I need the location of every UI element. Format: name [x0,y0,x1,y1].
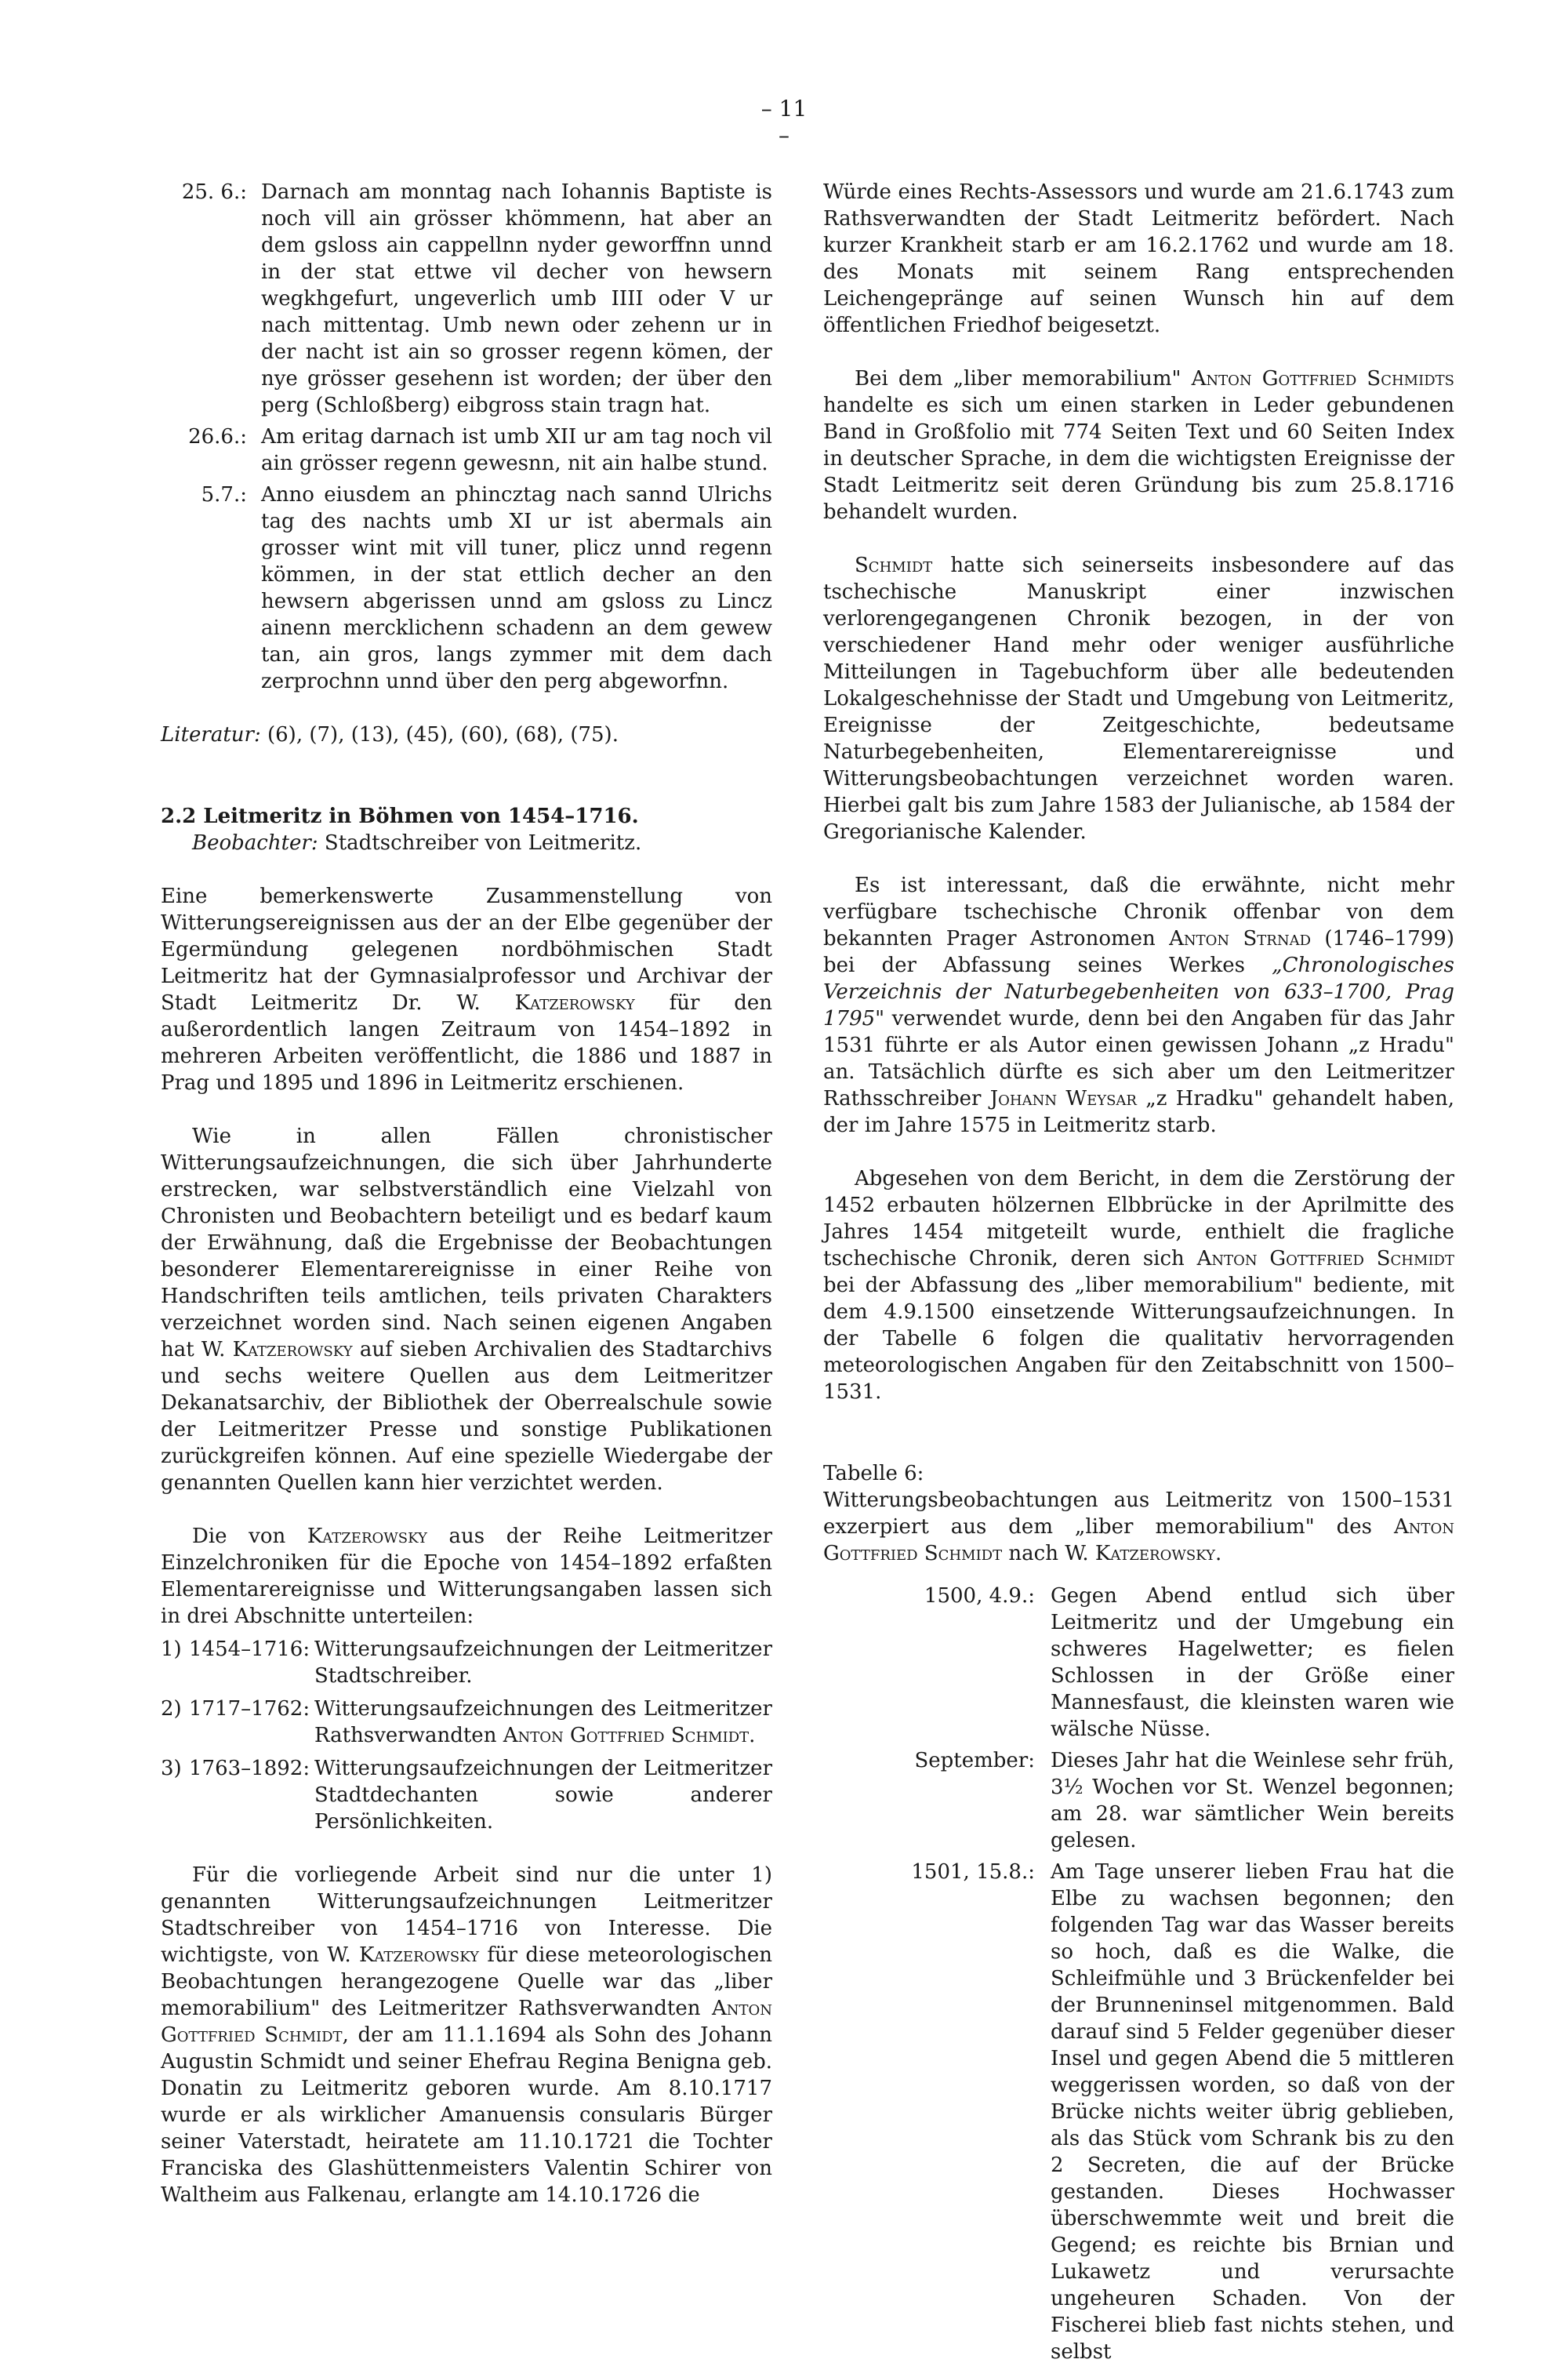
text-run: Witterungsaufzeichnungen des Leitmeritzer Rathsverwandten [314,1697,772,1747]
entry-date: 26.6.: [188,425,247,449]
list-period: 1763–1892: [189,1757,310,1780]
person-name: Anton Gottfried Schmidt [503,1724,750,1747]
list-item [161,1636,772,1689]
left-column [161,179,772,2208]
person-name: Katzerowsky [307,1525,427,1548]
paragraph [161,1123,772,1496]
list-period: 1454–1716: [189,1638,310,1661]
text-run: Witterungsaufzeichnungen der Leitmeritzer Stadtschreiber. [314,1638,772,1688]
entry-text: Am eritag darnach ist umb XII ur am tag noch vil ain grösser regenn gewesnn, nit ain halbe stund. [261,425,772,475]
person-name: Anton Strnad [1169,927,1312,951]
paragraph [161,1862,772,2208]
section-heading: 2.2 Leitmeritz in Böhmen von 1454–1716. [161,805,639,828]
paragraph [823,552,1454,845]
period-list [161,1636,772,1835]
literature-references [161,722,772,748]
list-number: 3) [161,1757,182,1780]
text-run: Witterungsbeobachtungen aus Leitmeritz von 1500–1531 exzerpiert aus dem „liber memorabilium" des [823,1489,1454,1539]
paragraph [161,1523,772,1630]
table-row [823,1859,1454,2365]
observer-text: Stadtschreiber von Leitmeritz. [324,831,642,855]
entry-date: 5.7.: [201,483,247,507]
paragraph [161,883,772,1096]
entry-text: Anno eiusdem an phincztag nach sannd Ulrichs tag des nachts umb XI ur ist abermals ain grosser wint mit vill tuner, plicz unnd regenn kömmen, in der stat ettlich decher an den hewsern abgerissen unnd am gsloss zu Lincz ainenn mercklichenn schadenn an dem gewew tan, ain gros, langs zymmer mit dem dach zerprochnn unnd über den perg abgeworfnn. [261,483,772,693]
text-run: Es ist interessant, daß die erwähnte, nicht mehr verfügbare tschechische Chronik offenbar von dem bekannten Prager Astronomen [823,874,1454,951]
table-row [823,1583,1454,1743]
table-row [823,1747,1454,1854]
list-item [161,1696,772,1749]
text-run: handelte es sich um einen starken in Leder gebundenen Band in Großfolio mit 774 Seiten Text und 60 Seiten Index in deutscher Sprache, in dem die wichtigsten Ereignisse der Stadt Leitmeritz seit deren Gründung bis zum 25.8.1716 behandelt wurden. [823,394,1454,524]
chronicle-entries [161,179,772,695]
text-run: Für die vorliegende Arbeit sind nur die unter 1) genannten Witterungsaufzeichnungen Leitmeritzer Stadtschreiber von 1454–1716 von Interesse. Die wichtigste, von W. [161,1863,772,1967]
list-text [314,1696,772,1749]
text-run: verwendet wurde, denn bei den Angaben für das Jahr 1531 führte er als Autor einen gewissen Johann „z Hradu" an. Tatsächlich dürfte es sich aber um den Leitmeritzer Rathsschreiber [823,1007,1454,1110]
chronicle-entry [161,482,772,695]
right-column [823,179,1454,2370]
chronicle-entry [161,179,772,419]
paragraph [823,872,1454,1139]
page-number: – 11 – [760,96,808,148]
text-run: für den außerordentlich langen Zeitraum von 1454–1892 in mehreren Arbeiten veröffentlicht, die 1886 und 1887 in Prag und 1895 und 1896 in Leitmeritz erschienen. [161,991,772,1095]
text-run: aus der Reihe Leitmeritzer Einzelchroniken für die Epoche von 1454–1892 erfaßten Elementarereignisse und Witterungsangaben lassen sich in drei Abschnitte unterteilen: [161,1525,772,1628]
text-run: Eine bemerkenswerte Zusammenstellung von Witterungsereignissen aus der an der Elbe gegenüber der Egermündung gelegenen nordböhmischen Stadt Leitmeritz hat der Gymnasialprofessor und Archivar der Stadt Leitmeritz Dr. W. [161,885,772,1015]
entry-date: 25. 6.: [181,180,247,204]
paragraph: Würde eines Rechts-Assessors und wurde am 21.6.1743 zum Rathsverwandten der Stadt Leitmeritz befördert. Nach kurzer Krankheit starb er am 16.2.1762 und wurde am 18. des Monats mit seinem Rang entsprechenden Leichengepränge auf seinen Wunsch hin auf dem öffentlichen Friedhof beigesetzt. [823,180,1454,337]
person-name: Katzerowsky [514,991,635,1015]
text-run: hatte sich seinerseits insbesondere auf das tschechische Manuskript einer inzwischen verlorengegangenen Chronik bezogen, in der von verschiedener Hand mehr oder weniger ausführliche Mitteilungen in Tagebuchform über alle bedeutenden Lokalgeschehnisse der Stadt und Umgebung von Leitmeritz, Ereignisse der Zeitgeschichte, bedeutsame Naturbegebenheiten, Elementarereignisse und Witterungsbeobachtungen verzeichnet worden waren. Hierbei galt bis zum Jahre 1583 der Julianische, ab 1584 der Gregorianische Kalender. [823,554,1454,844]
person-name: Johann Weysar [989,1087,1137,1110]
table-text: Am Tage unserer lieben Frau hat die Elbe zu wachsen begonnen; den folgenden Tag war das Wasser bereits so hoch, daß es die Walke, die Schleifmühle und 3 Brückenfelder bei der Brunneninsel mitgenommen. Bald darauf sind 5 Felder gegenüber dieser Insel und gegen Abend die 5 mittleren weggerissen worden, so daß von der Brücke nichts weiter übrig geblieben, als das Stück vom Schrank bis zu den 2 Secreten, die auf der Brücke gestanden. Dieses Hochwasser überschwemmte weit und breit die Gegend; es reichte bis Brnian und Lukawetz und verursachte ungeheuren Schaden. Von der Fischerei blieb fast nichts stehen, und selbst [1051,1860,1454,2364]
person-name: Anton Gottfried Schmidt [161,1997,772,2047]
weather-table [823,1583,1454,2365]
text-run: bei der Abfassung des „liber memorabilium" bediente, mit dem 4.9.1500 einsetzende Witterungsaufzeichnungen. In der Tabelle 6 folgen die qualitativ hervorragenden meteorologischen Angaben für den Zeitabschnitt von 1500–1531. [823,1274,1454,1404]
text-run: , der am 11.1.1694 als Sohn des Johann Augustin Schmidt und seiner Ehefrau Regina Benigna geb. Donatin zu Leitmeritz geboren wurde. Am 8.10.1717 wurde er als wirklicher Amanuensis consularis Bürger seiner Vaterstadt, heiratete am 11.10.1721 die Tochter Franciska des Glashüttenmeisters Valentin Schirer von Waltheim aus Falkenau, erlangte am 14.10.1726 die [161,2023,772,2207]
book-title: „Chronologisches Verzeichnis der Naturbegebenheiten von 633–1700, Prag 1795" [823,954,1454,1031]
table-caption [823,1487,1454,1567]
literature-text: (6), (7), (13), (45), (60), (68), (75). [267,723,619,747]
text-run: Witterungsaufzeichnungen der Leitmeritzer Stadtdechanten sowie anderer Persönlichkeiten. [314,1757,772,1834]
list-number: 2) [161,1697,182,1721]
table-date: 1501, 15.8.: [911,1860,1035,1884]
list-item [161,1755,772,1835]
text-run: Abgesehen von dem Bericht, in dem die Zerstörung der 1452 erbauten hölzernen Elbbrücke in der Aprilmitte des Jahres 1454 mitgeteilt wurde, enthielt die fragliche tschechische Chronik, deren sich [823,1167,1454,1270]
list-text [314,1636,772,1689]
table-date: 1500, 4.9.: [924,1584,1035,1608]
text-run: Wie in allen Fällen chronistischer Witterungsaufzeichnungen, die sich über Jahrhunderte erstrecken, war selbstverständlich eine Vielzahl von Chronisten und Beobachtern beteiligt und es bedarf kaum der Erwähnung, daß die Ergebnisse der Beobachtungen besonderer Elementarereignisse in einer Reihe von Handschriften teils amtlichen, teils privaten Charakters verzeichnet worden sind. Nach seinen eigenen Angaben hat W. [161,1125,772,1361]
observer-line [161,830,772,856]
text-run: . [1215,1542,1222,1565]
table-label: Tabelle 6: [823,1462,924,1485]
person-name: Anton Gottfried Schmidts [1191,367,1454,391]
person-name: Anton Gottfried Schmidt [823,1515,1454,1565]
person-name: Katzerowsky [1094,1542,1216,1565]
text-run: auf sieben Archivalien des Stadtarchivs und sechs weitere Quellen aus dem Leitmeritzer Dekanatsarchiv, der Bibliothek der Oberrealschule sowie der Leitmeritzer Presse und sonstige Publikationen zurückgreifen können. Auf eine spezielle Wiedergabe der genannten Quellen kann hier verzichtet werden. [161,1338,772,1495]
entry-text: Darnach am monntag nach Iohannis Baptiste is noch vill ain grösser khömmenn, hat aber an dem gsloss ain cappellnn nyder geworffnn unnd in der stat ettwe vil decher von hewsern wegkhgefurt, ungeverlich umb IIII oder V ur nach mittentag. Umb newn oder zehenn ur in der nacht ist ain so grosser regenn kömen, der nye grösser gesehenn ist worden; der über den perg (Schloßberg) eibgross stain tragn hat. [261,180,772,417]
text-run: Die von [192,1525,307,1548]
text-run: nach W. [1002,1542,1095,1565]
chronicle-entry [161,423,772,477]
literature-label: Literatur: [161,723,261,747]
list-period: 1717–1762: [189,1697,310,1721]
person-name: Schmidt [855,554,933,577]
text-run: „z Hradku" gehandelt haben, der im Jahre 1575 in Leitmeritz starb. [823,1087,1454,1137]
table-text: Dieses Jahr hat die Weinlese sehr früh, 3½ Wochen vor St. Wenzel begonnen; am 28. war sämtlicher Wein bereits gelesen. [1051,1749,1454,1852]
table-date: September: [914,1749,1035,1772]
person-name: Katzerowsky [232,1338,353,1361]
table-text: Gegen Abend entlud sich über Leitmeritz und der Umgebung ein schweres Hagelwetter; es fielen Schlossen in der Größe einer Mannesfaust, die kleinsten waren wie wälsche Nüsse. [1051,1584,1454,1741]
observer-label: Beobachter: [192,831,318,855]
paragraph [823,1165,1454,1405]
text-run: . [749,1724,756,1747]
person-name: Anton Gottfried Schmidt [1196,1247,1454,1270]
text-run: (1746–1799) bei der Abfassung seines Werkes [823,927,1454,977]
list-text [314,1755,772,1835]
text-run: für diese meteorologischen Beobachtungen herangezogene Quelle war das „liber memorabilium" des Leitmeritzer Rathsverwandten [161,1943,772,2020]
list-number: 1) [161,1638,182,1661]
text-run: Bei dem „liber memorabilium" [855,367,1192,391]
paragraph [823,365,1454,525]
person-name: Katzerowsky [358,1943,480,1967]
